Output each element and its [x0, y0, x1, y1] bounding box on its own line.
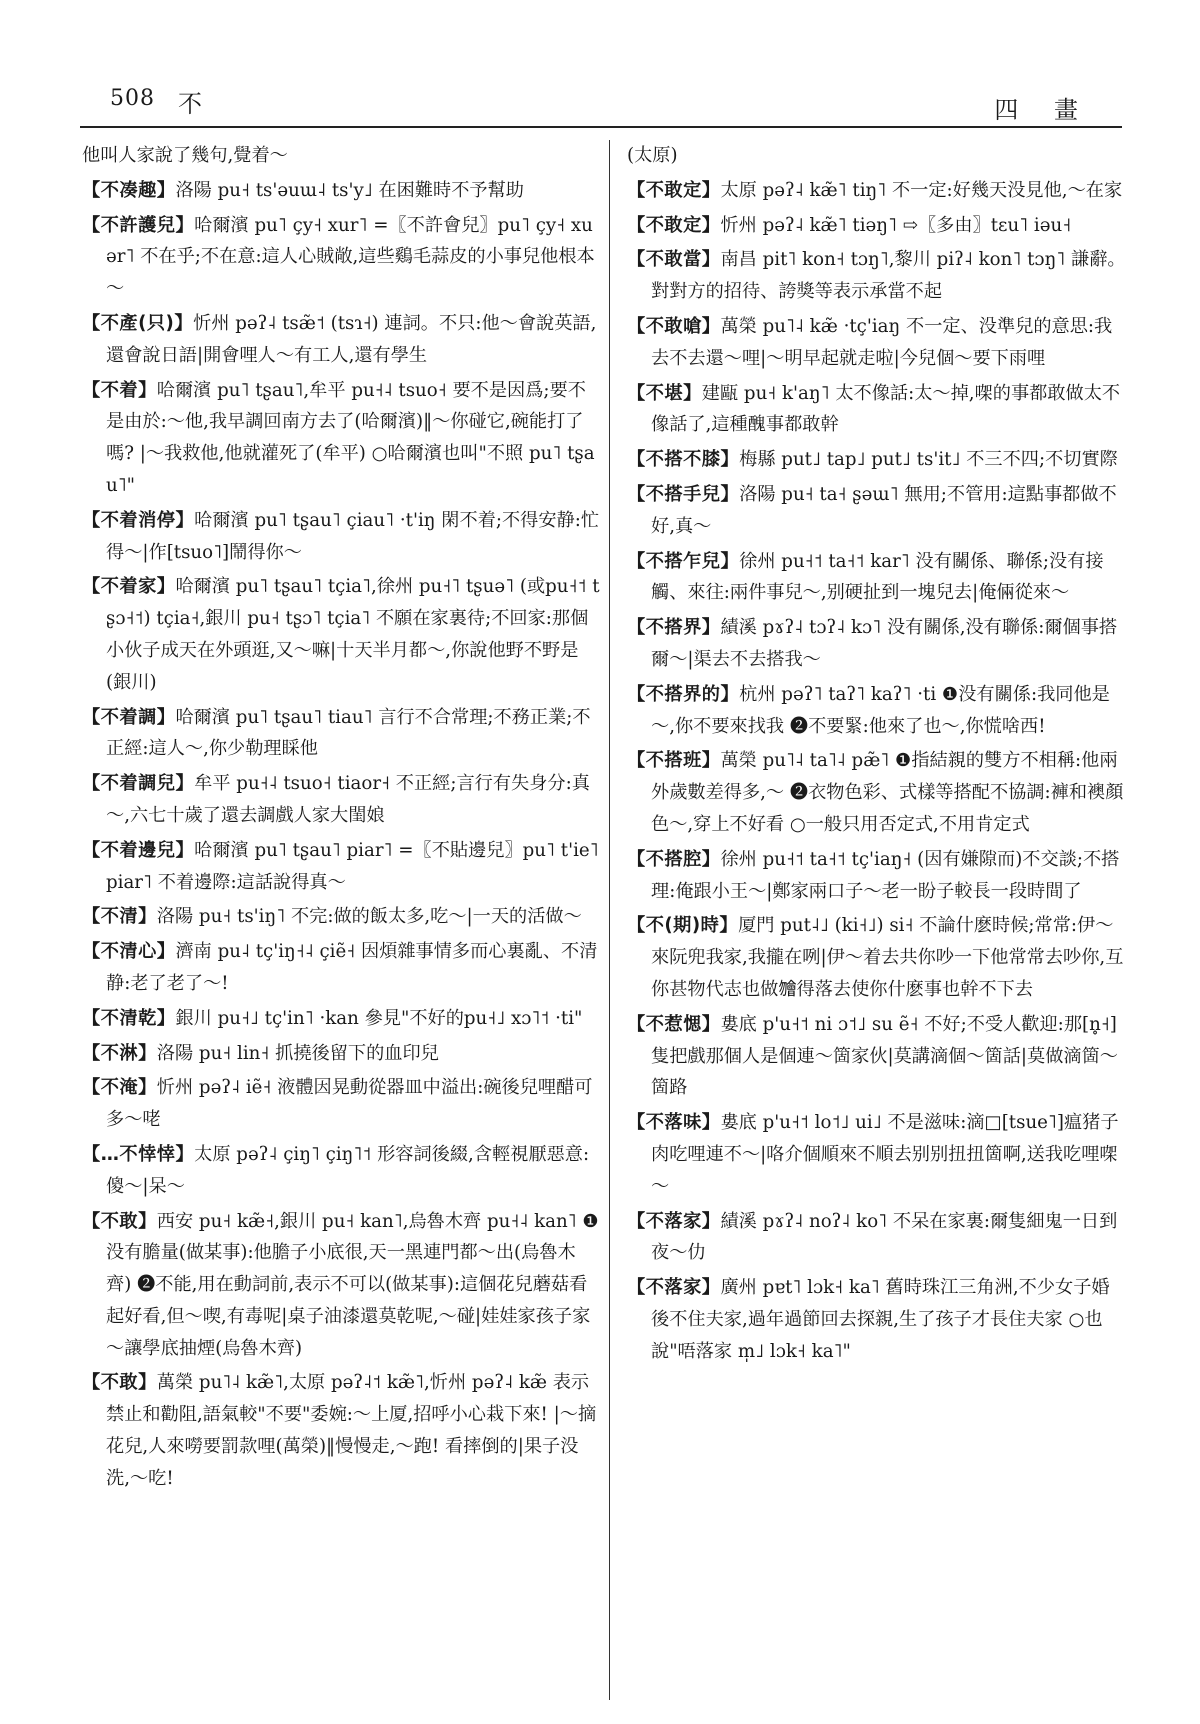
entry-headword: 【不敢當】: [627, 249, 721, 271]
entry-definition: 廣州 pɐt˥ lɔk˧ ka˥ 舊時珠江三角洲,不少女子婚後不住夫家,過年過節回去探親,生了孩子才長住夫家 ○也說"唔落家 m̩˩ lɔk˧ ka˥": [651, 1277, 1110, 1362]
header-character: 不: [178, 90, 202, 118]
entry-headword: 【不落家】: [627, 1210, 721, 1232]
dictionary-entry: [627, 612, 1127, 676]
dictionary-entry: [82, 1367, 600, 1494]
entry-definition: 銀川 pu˧˩ tç'in˥ ·kan 參見"不好的pu˧˩ xɔ˥˦ ·ti": [175, 1007, 583, 1029]
entry-headword: 【不搭腔】: [627, 848, 721, 870]
dictionary-entry: [82, 1038, 600, 1070]
entry-definition: 太原 pəʔ˨ çiŋ˥ çiŋ˥˦ 形容詞後綴,含輕視厭惡意:傻～|呆～: [106, 1143, 590, 1197]
entry-headword: 【不搭乍兒】: [627, 550, 740, 572]
entry-definition: 洛陽 pu˧ ts'əuɯ˨ ts'y˩ 在困難時不予幫助: [175, 179, 524, 201]
entry-headword: 【不(期)時】: [627, 915, 739, 937]
dictionary-entry: [82, 702, 600, 766]
entry-headword: 【不着調】: [82, 706, 176, 728]
entry-definition: (太原): [627, 145, 678, 166]
dictionary-entry: [627, 140, 1127, 172]
dictionary-entry: [82, 140, 600, 172]
dictionary-entry: [82, 210, 600, 305]
entry-headword: 【不清乾】: [82, 1007, 176, 1029]
dictionary-entry: [627, 679, 1127, 743]
entry-headword: 【不搭手兒】: [627, 483, 740, 505]
entry-headword: 【不搭班】: [627, 750, 721, 772]
entry-headword: 【不敢定】: [627, 179, 721, 201]
column-divider: [609, 140, 610, 1700]
entry-headword: 【不清心】: [82, 941, 176, 963]
entry-headword: 【…不悻悻】: [82, 1143, 195, 1165]
entry-definition: 杭州 pəʔ˥ taʔ˥ kaʔ˥ ·ti ❶没有關係:我同他是～,你不要來找我 ❷不要緊:他來了也～,你慌啥西!: [651, 683, 1110, 737]
entry-definition: 哈爾濱 pu˥ tʂau˥,牟平 pu˧˨ tsuo˧ 要不是因爲;要不是由於:～他,我早調回南方去了(哈爾濱)‖～你碰它,碗能打了嗎? |～我救他,他就灌死了(牟平) ○哈爾濱也叫"不照 pu˥ tʂau˥": [106, 379, 595, 496]
entry-definition: 績溪 pɤʔ˨ tɔʔ˨ kɔ˥ 没有關係,没有聯係:爾個事搭爾～|渠去不去搭我～: [651, 617, 1118, 670]
dictionary-entry: [627, 844, 1127, 908]
dictionary-entry: [82, 375, 600, 502]
dictionary-entry: [627, 1009, 1127, 1104]
page-number: 508: [110, 86, 155, 111]
entry-definition: 哈爾濱 pu˥ tʂau˥ tiau˥ 言行不合常理;不務正業;不正經:這人～,你少勒理睬他: [106, 706, 591, 760]
entry-definition: 哈爾濱 pu˥ tʂau˥ piar˥ =〖不貼邊兒〗pu˥ t'ie˥ piar˥ 不着邊際:這話說得真～: [106, 839, 599, 893]
section-title: 四 畫: [994, 96, 1092, 124]
dictionary-entry: [627, 910, 1127, 1005]
entry-definition: 婁底 p'u˧˦ ni ɔ˦˩ su ẽ˧ 不好;不受人歡迎:那[n̥˧]隻把戲那個人是個連～箇家伙|莫講滴個～箇話|莫做滴箇～箇路: [651, 1013, 1118, 1099]
dictionary-entry: [82, 901, 600, 933]
entry-definition: 忻州 pəʔ˨ tsæ̃˦ (tsɿ˧) 連詞。不只:他～會說英語,還會說日語|開會哩人～有工人,還有學生: [106, 312, 597, 366]
right-column: [627, 140, 1127, 1370]
dictionary-entry: [627, 546, 1127, 610]
dictionary-entry: [82, 1206, 600, 1365]
entry-definition: 洛陽 pu˧ lin˧ 抓撓後留下的血印兒: [156, 1042, 439, 1064]
entry-definition: 他叫人家說了幾句,覺着～: [82, 145, 288, 166]
dictionary-entry: [627, 479, 1127, 543]
dictionary-entry: [82, 505, 600, 569]
dictionary-entry: [627, 1107, 1127, 1202]
entry-headword: 【不堪】: [627, 382, 702, 404]
dictionary-entry: [627, 1272, 1127, 1367]
entry-headword: 【不着家】: [82, 576, 176, 598]
entry-headword: 【不搭界的】: [627, 683, 740, 705]
entry-definition: 洛陽 pu˧ ta˧ ʂəɯ˥ 無用;不管用:這點事都做不好,真～: [651, 483, 1117, 537]
entry-headword: 【不淋】: [82, 1042, 157, 1064]
entry-definition: 洛陽 pu˧ ts'iŋ˥ 不完:做的飯太多,吃～|一天的活做～: [156, 906, 582, 928]
dictionary-entry: [627, 175, 1127, 207]
entry-definition: 忻州 pəʔ˨ kæ̃˥ tiəŋ˥ ⇨〖多由〗tɛu˥ iəu˧: [720, 214, 1072, 236]
entry-headword: 【不着消停】: [82, 509, 195, 531]
entry-headword: 【不落味】: [627, 1112, 721, 1134]
dictionary-entry: [82, 175, 600, 207]
entry-definition: 萬榮 pu˥˨ kæ̃ ·tç'iaŋ 不一定、没準兒的意思:我去不去還～哩|～明早起就走啦|今兒個～要下雨哩: [651, 315, 1113, 369]
dictionary-entry: [82, 835, 600, 899]
entry-definition: 績溪 pɤʔ˨ noʔ˨ ko˥ 不呆在家裏:爾隻細鬼一日到夜～仂: [651, 1210, 1118, 1264]
entry-headword: 【不落家】: [627, 1277, 721, 1299]
entry-definition: 西安 pu˧ kæ̃˧,銀川 pu˧ kan˥,烏魯木齊 pu˧˨ kan˥ ❶没有膽量(做某事):他膽子小底很,天一黑連門都～出(烏魯木齊) ❷不能,用在動詞前,表示不可以(做某事):這個花兒蘑菇看起好看,但～喫,有毒呢|桌子油漆還莫乾呢,～碰|娃娃家孩子家～讓學底抽煙(烏魯木齊): [106, 1210, 599, 1359]
entry-definition: 萬榮 pu˥˨ kæ̃˥,太原 pəʔ˨˦ kæ̃˥,忻州 pəʔ˨ kæ̃ 表示禁止和勸阻,語氣較"不要"委婉:～上厦,招呼小心栽下來! |～摘花兒,人來嘮要罰款哩(萬榮)‖慢慢走,～跑! 看摔倒的|果子没洗,～吃!: [106, 1372, 597, 1489]
entry-headword: 【不敢嗆】: [627, 315, 721, 337]
entry-definition: 哈爾濱 pu˥ çy˧ xur˥ =〖不許會兒〗pu˥ çy˧ xuər˥ 不在乎;不在意:這人心賊敞,這些鷄毛蒜皮的小事兒他根本～: [106, 214, 595, 300]
dictionary-entry: [627, 311, 1127, 375]
dictionary-entry: [627, 444, 1127, 476]
entry-definition: 濟南 pu˨ tç'iŋ˧˨ çiẽ˧ 因煩雜事情多而心裏亂、不清静:老了老了～!: [106, 941, 598, 994]
entry-definition: 婁底 p'u˧˦ lo˦˩ ui˩ 不是滋味:滴□[tsue˥]瘟猪子肉吃哩連不～|咯介個順來不順去别别扭扭箇啊,送我吃哩㗎～: [651, 1112, 1119, 1197]
entry-definition: 哈爾濱 pu˥ tʂau˥ çiau˥ ·t'iŋ 閑不着;不得安静:忙得～|作[tsuo˥]鬧得你～: [106, 509, 600, 563]
entry-headword: 【不產(只)】: [82, 312, 194, 334]
entry-definition: 厦門 put˨˩ (ki˧˩) si˧ 不論什麽時候;常常:伊～來阮兜我家,我攏在咧|伊～着去共你吵一下他常常去吵你,互你甚物代志也做𣍐得落去使你什麽事也幹不下去: [651, 915, 1124, 1000]
dictionary-entry: [627, 210, 1127, 242]
entry-headword: 【不着邊兒】: [82, 839, 195, 861]
header-rule: [80, 126, 1122, 128]
entry-headword: 【不敢】: [82, 1372, 157, 1394]
dictionary-entry: [82, 936, 600, 1000]
entry-definition: 牟平 pu˧˨ tsuo˧ tiaor˧ 不正經;言行有失身分:真～,六七十歲了還去調戲人家大閨娘: [106, 773, 590, 826]
dictionary-entry: [627, 745, 1127, 840]
entry-headword: 【不淹】: [82, 1077, 157, 1099]
entry-headword: 【不凑趣】: [82, 179, 176, 201]
entry-definition: 忻州 pəʔ˨ iẽ˧ 液體因晃動從器皿中溢出:碗後兒哩醋可多～咾: [106, 1077, 593, 1131]
dictionary-entry: [82, 1139, 600, 1203]
entry-definition: 建甌 pu˧ k'aŋ˥ 太不像話:太～掉,㗎的事都敢做太不像話了,這種醜事都敢幹: [651, 382, 1121, 436]
entry-definition: 梅縣 put˩ tap˩ put˩ ts'it˩ 不三不四;不切實際: [739, 449, 1118, 471]
entry-headword: 【不敢】: [82, 1210, 157, 1232]
entry-headword: 【不搭不膝】: [627, 449, 740, 471]
dictionary-entry: [82, 571, 600, 698]
entry-headword: 【不許護兒】: [82, 214, 195, 236]
left-column: [82, 140, 600, 1498]
dictionary-entry: [82, 1072, 600, 1136]
entry-headword: 【不惹愢】: [627, 1013, 721, 1035]
entry-definition: 萬榮 pu˥˨ ta˥˨ pæ̃˥ ❶指結親的雙方不相稱:他兩外歲數差得多,～ ❷衣物色彩、式樣等搭配不協調:褲和襖顏色～,穿上不好看 ○一般只用否定式,不用肯定式: [651, 750, 1124, 835]
entry-headword: 【不敢定】: [627, 214, 721, 236]
entry-headword: 【不着調兒】: [82, 773, 195, 795]
entry-headword: 【不着】: [82, 379, 157, 401]
dictionary-entry: [82, 308, 600, 372]
dictionary-entry: [82, 768, 600, 832]
entry-definition: 太原 pəʔ˨ kæ̃˥ tiŋ˥ 不一定:好幾天没見他,～在家: [720, 179, 1123, 201]
dictionary-entry: [627, 378, 1127, 442]
page-header: [78, 80, 1122, 124]
entry-headword: 【不搭界】: [627, 617, 721, 639]
dictionary-entry: [627, 244, 1127, 308]
entry-definition: 徐州 pu˧˦ ta˧˦ tç'iaŋ˧ (因有嫌隙而)不交談;不搭理:俺跟小王～|鄭家兩口子～老一盼子較長一段時間了: [651, 848, 1120, 902]
entry-definition: 哈爾濱 pu˥ tʂau˥ tçia˥,徐州 pu˧˥ tʂuə˥ (或pu˧˦ tʂɔ˧˦) tçia˧,銀川 pu˧ tʂɔ˥ tçia˥ 不願在家裏待;不回家:那個小伙子成天在外頭逛,又～嘛|十天半月都～,你說他野不野是(銀川): [106, 576, 600, 693]
dictionary-entry: [627, 1206, 1127, 1270]
entry-definition: 南昌 pit˥ kon˧ tɔŋ˥,黎川 piʔ˨ kon˥ tɔŋ˥ 謙辭。對對方的招待、誇獎等表示承當不起: [651, 249, 1126, 303]
dictionary-entry: [82, 1003, 600, 1035]
entry-definition: 徐州 pu˧˦ ta˧˦ kar˥ 没有關係、聯係;没有接觸、來往:兩件事兒～,别硬扯到一塊兒去|俺倆從來～: [651, 550, 1104, 604]
entry-headword: 【不清】: [82, 906, 157, 928]
